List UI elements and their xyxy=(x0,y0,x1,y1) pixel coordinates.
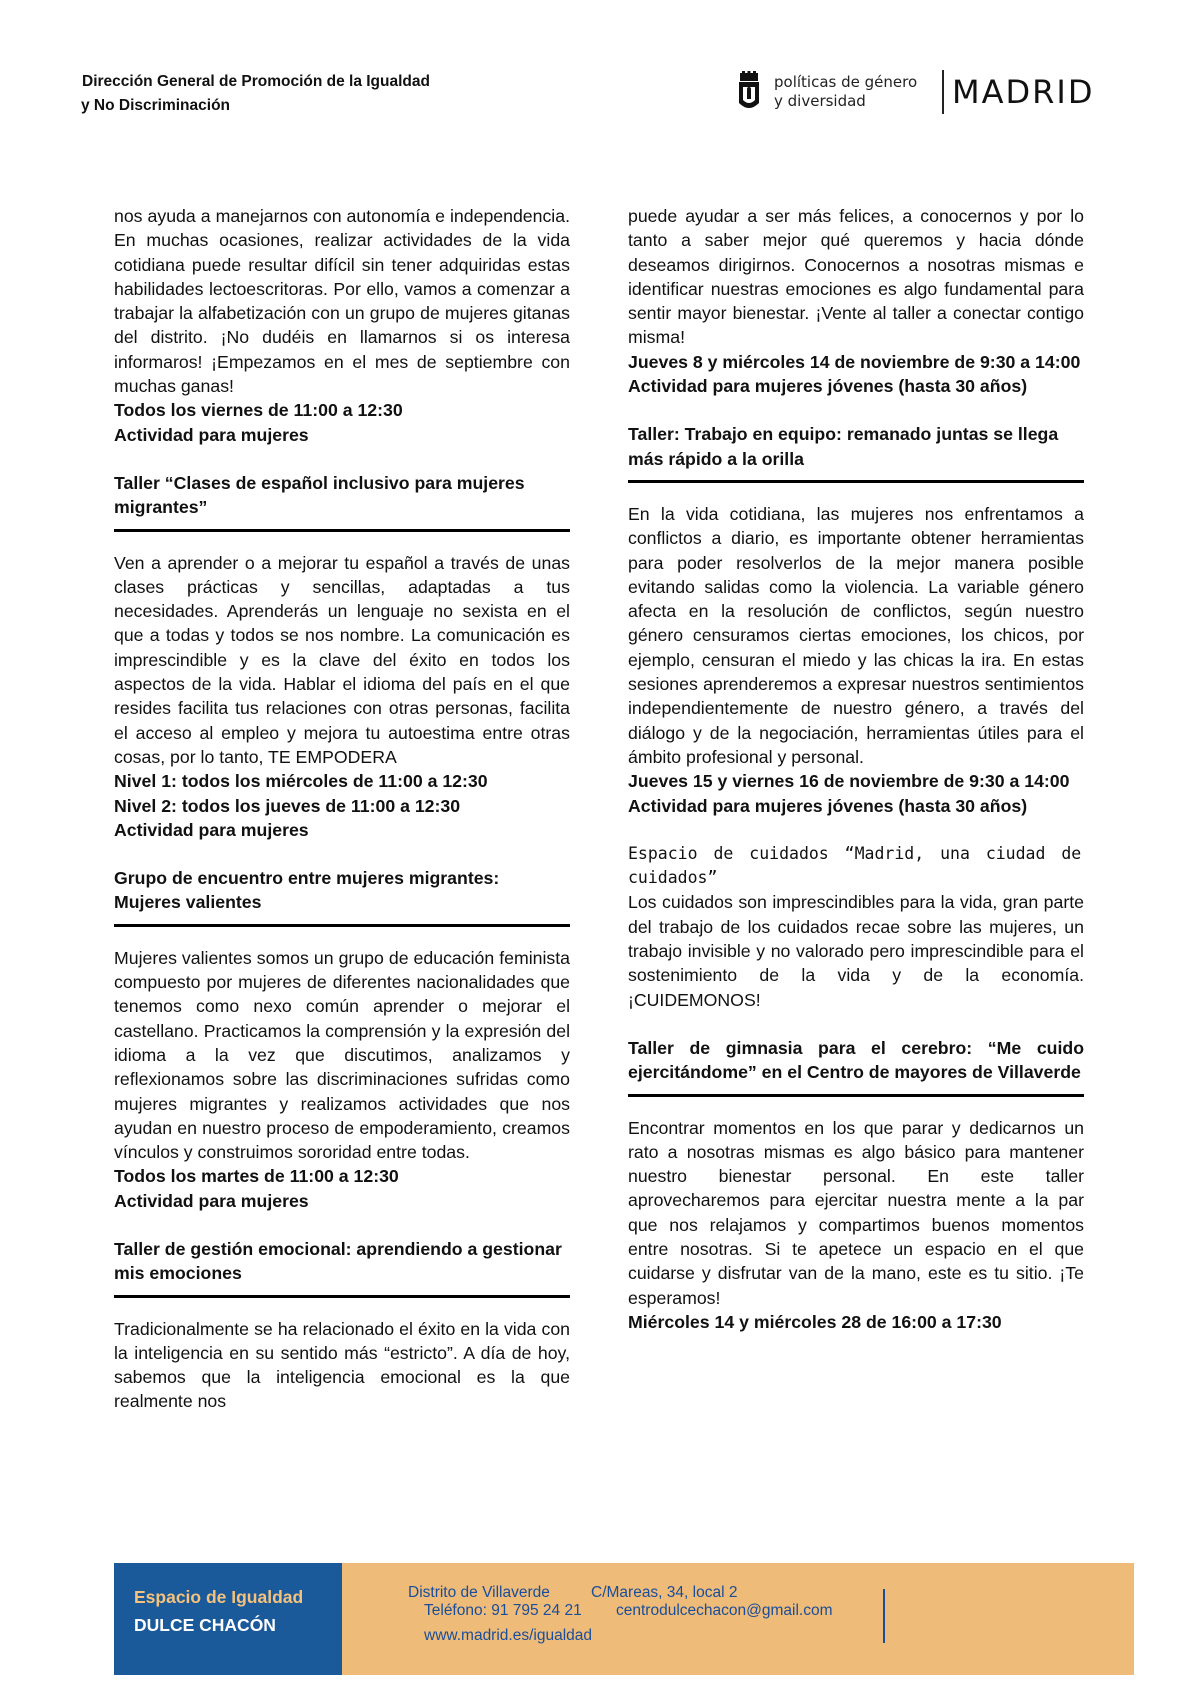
emotional-workshop-continued: puede ayudar a ser más felices, a conocernos y por lo tanto a saber mejor qué queremos y hacia dónde deseamos dirigirnos. Conocernos a nosotras mismas e identificar nuestras emociones es algo fundamental para sentir mayor bienestar. ¡Vente al taller a conectar contigo misma! xyxy=(628,206,1084,348)
care-space-body: Los cuidados son imprescindibles para la vida, gran parte del trabajo de los cuidados recae sobre las mujeres, un trabajo invisible y no valorado pero imprescindible para el sostenimiento de la vida y de la economía. ¡CUIDEMONOS! xyxy=(628,892,1084,1010)
spanish-level-2-schedule: Nivel 2: todos los jueves de 11:00 a 12:30 xyxy=(114,795,461,816)
section-divider xyxy=(114,1295,570,1298)
spanish-class-audience: Actividad para mujeres xyxy=(114,819,309,840)
organization-line-2: y No Discriminación xyxy=(81,97,231,114)
literacy-schedule: Todos los viernes de 11:00 a 12:30 xyxy=(114,400,403,421)
emotional-workshop-body: Tradicionalmente se ha relacionado el éxito en la vida con la inteligencia en su sentido más “estricto”. A día de hoy, sabemos que la inteligencia emocional es la que realmente nos xyxy=(114,1318,570,1412)
logo-city-name: MADRID xyxy=(952,73,1095,111)
spanish-class-title: Taller “Clases de español inclusivo para mujeres migrantes” xyxy=(114,472,525,518)
logo-divider xyxy=(942,70,944,114)
footer-space-label: Espacio de Igualdad xyxy=(134,1587,304,1607)
emotional-workshop-schedule: Jueves 8 y miércoles 14 de noviembre de 9:30 a 14:00 xyxy=(628,351,1081,372)
logo-subtitle xyxy=(774,73,936,111)
brain-gym-body: Encontrar momentos en los que parar y dedicarnos un rato a nosotras mismas es algo básico para mantener nuestro bienestar personal. En este taller aprovecharemos para ejercitar nuestra mente a la par que nos relajamos y compartimos buenos momentos entre nosotras. Si te apetece un espacio en el que cuidarse y disfrutar van de la mano, este es tu sitio. ¡Te esperamos! xyxy=(628,1117,1084,1308)
organization-line-1: Dirección General de Promoción de la Igualdad xyxy=(82,73,430,90)
footer-address: C/Mareas, 34, local 2 xyxy=(591,1584,738,1601)
care-space-title: Espacio de cuidados “Madrid, una ciudad de cuidados” xyxy=(628,843,1082,888)
brain-gym-schedule: Miércoles 14 y miércoles 28 de 16:00 a 17:30 xyxy=(628,1311,1002,1332)
teamwork-workshop-title: Taller: Trabajo en equipo: remanado juntas se llega más rápido a la orilla xyxy=(628,424,1059,469)
teamwork-workshop-audience: Actividad para mujeres jóvenes (hasta 30 años) xyxy=(628,795,1028,816)
madrid-logo xyxy=(738,68,1094,116)
migrant-group-schedule: Todos los martes de 11:00 a 12:30 xyxy=(114,1166,399,1187)
migrant-group-body: Mujeres valientes somos un grupo de educación feminista compuesto por mujeres de diferentes nacionalidades que tenemos como nexo común aprender o mejorar el castellano. Practicamos la comprensión y la expresión del idioma a la vez que discutimos, analizamos y reflexionamos sobre las discriminaciones sufridas como mujeres migrantes y realizamos actividades que nos ayudan en nuestro proceso de empoderamiento, creamos vínculos y construimos sororidad entre todas. xyxy=(114,947,570,1163)
section-divider xyxy=(114,924,570,927)
footer-banner xyxy=(114,1563,1134,1675)
emotional-workshop-title: Taller de gestión emocional: aprendiendo a gestionar mis emociones xyxy=(114,1238,562,1284)
left-column xyxy=(114,204,570,1414)
emotional-workshop-audience: Actividad para mujeres jóvenes (hasta 30 años) xyxy=(628,376,1028,397)
footer-divider xyxy=(883,1589,885,1643)
right-column xyxy=(628,204,1084,1334)
section-divider xyxy=(628,480,1084,483)
teamwork-workshop-schedule: Jueves 15 y viernes 16 de noviembre de 9:30 a 14:00 xyxy=(628,771,1070,792)
spanish-class-body: Ven a aprender o a mejorar tu español a través de unas clases prácticas y sencillas, adaptadas a tus necesidades. Aprenderás un lenguaje no sexista en el que a todas y todos se nos nombre. La comunicación es imprescindible y es la clave del éxito en todos los aspectos de la vida. Hablar el idioma del país en el que resides facilita tus relaciones con otras personas, facilita el acceso al empleo y mejora tu autoestima entre otras cosas, por lo tanto, TE EMPODERA xyxy=(114,552,570,767)
logo-text-line-2: y diversidad xyxy=(774,92,866,110)
logo-text-line-1: políticas de género xyxy=(774,73,918,91)
section-divider xyxy=(628,1094,1084,1097)
madrid-crest-icon xyxy=(738,71,760,113)
brain-gym-title: Taller de gimnasia para el cerebro: “Me cuido ejercitándome” en el Centro de mayores de Villaverde xyxy=(628,1037,1084,1083)
spanish-level-1-schedule: Nivel 1: todos los miércoles de 11:00 a 12:30 xyxy=(114,771,488,792)
migrant-group-title: Grupo de encuentro entre mujeres migrantes: Mujeres valientes xyxy=(114,868,500,913)
migrant-group-audience: Actividad para mujeres xyxy=(114,1190,309,1211)
footer-district: Distrito de Villaverde xyxy=(408,1584,550,1601)
footer-website[interactable]: www.madrid.es/igualdad xyxy=(424,1627,593,1644)
footer-name-block xyxy=(114,1563,342,1675)
teamwork-workshop-body: En la vida cotidiana, las mujeres nos enfrentamos a conflictos a diario, es importante obtener herramientas para poder resolverlos de la mejor manera posible evitando salidas como la violencia. La variable género afecta en la resolución de conflictos, según nuestro género censuramos ciertas emociones, los chicos, por ejemplo, censuran el miedo y las chicas la ira. En estas sesiones aprenderemos a expresar nuestros sentimientos independientemente de nuestro género, a través del diálogo y de la negociación, herramientas útiles para el ámbito profesional y personal. xyxy=(628,503,1084,767)
literacy-audience: Actividad para mujeres xyxy=(114,424,309,445)
footer-phone: Teléfono: 91 795 24 21 xyxy=(424,1602,582,1619)
section-divider xyxy=(114,529,570,532)
literacy-paragraph: nos ayuda a manejarnos con autonomía e independencia. En muchas ocasiones, realizar actividades de la vida cotidiana puede resultar difícil sin tener adquiridas estas habilidades lectoescritoras. Por ello, vamos a comenzar a trabajar la alfabetización con un grupo de mujeres gitanas del distrito. ¡No dudéis en llamarnos si os interesa informaros! ¡Empezamos en el mes de septiembre con muchas ganas! xyxy=(114,206,570,397)
organization-header xyxy=(82,70,430,118)
footer-email[interactable]: centrodulcechacon@gmail.com xyxy=(616,1602,833,1619)
footer-space-name: DULCE CHACÓN xyxy=(134,1615,276,1635)
